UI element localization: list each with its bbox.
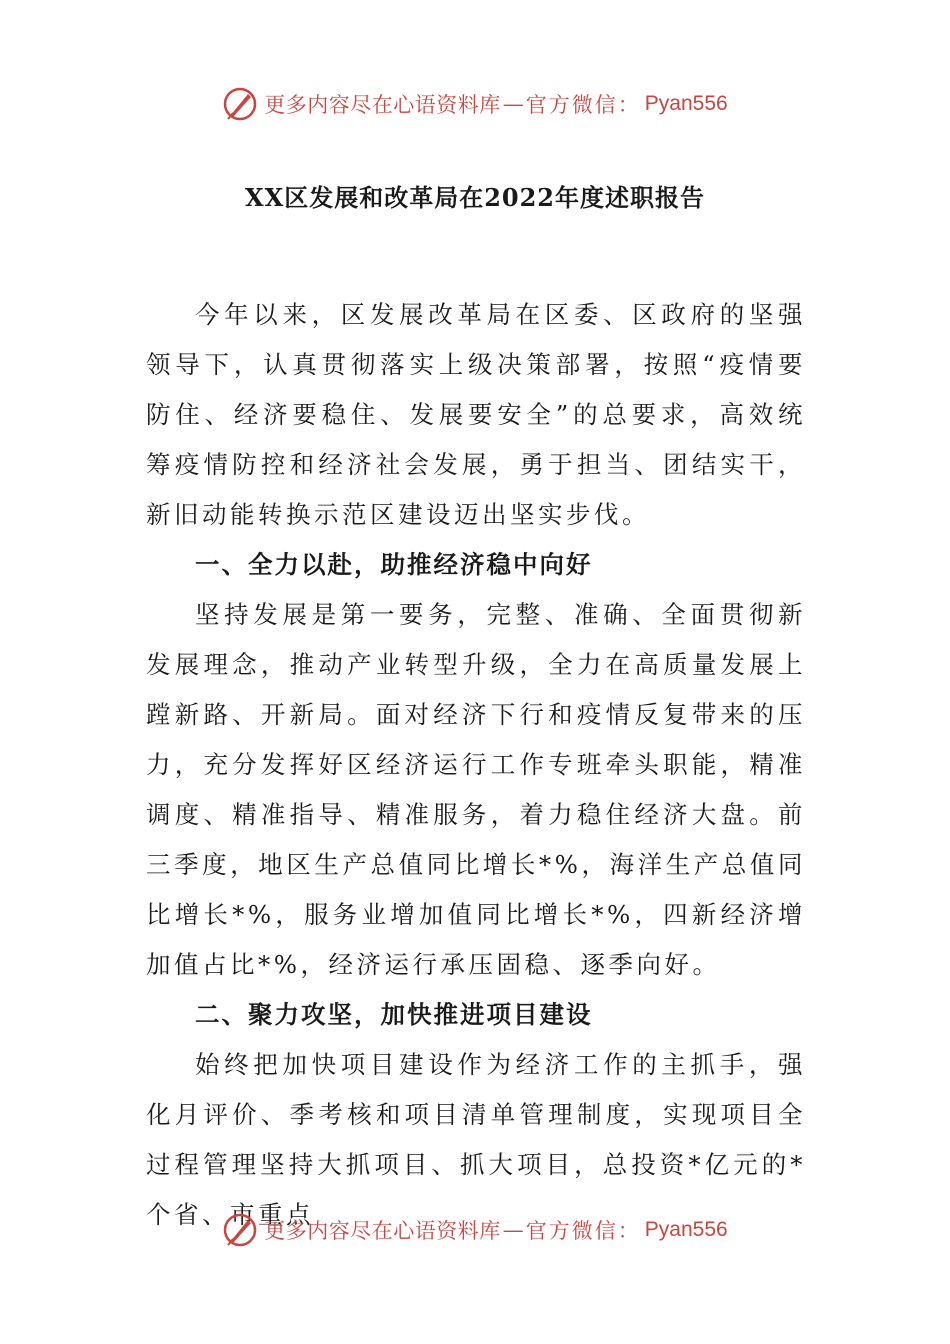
watermark-separator: —	[502, 92, 524, 116]
watermark-wechat-id: Pyan556	[644, 1218, 728, 1241]
document-title: XX区发展和改革局在2022年度述职报告	[244, 183, 706, 212]
intro-paragraph: 今年以来，区发展改革局在区委、区政府的坚强领导下，认真贯彻落实上级决策部署，按照“疫情要防住、经济要稳住、发展要安全”的总要求，高效统筹疫情防控和经济社会发展，勇于担当、团结实干，新旧动能转换示范区建设迈出坚实步伐。	[146, 300, 806, 529]
document-body	[146, 290, 806, 1240]
watermark-site-text: 更多内容尽在心语资料库	[264, 1219, 501, 1243]
watermark-wechat-label: 官方微信：	[525, 93, 641, 117]
watermark-separator: —	[502, 1218, 524, 1242]
watermark-banner-bottom	[0, 1210, 950, 1250]
quill-logo-icon	[222, 86, 258, 122]
section-paragraph-2: 始终把加快项目建设作为经济工作的主抓手，强化月评价、季考核和项目清单管理制度，实现项目全过程管理坚持大抓项目、抓大项目，总投资*亿元的*个省、市重点	[146, 1050, 806, 1229]
watermark-wechat-id: Pyan556	[644, 92, 728, 115]
watermark-wechat-label: 官方微信：	[525, 1219, 641, 1243]
section-heading-2: 二、聚力攻坚，加快推进项目建设	[195, 1000, 593, 1029]
section-paragraph-1: 坚持发展是第一要务，完整、准确、全面贯彻新发展理念，推动产业转型升级，全力在高质量发展上蹚新路、开新局。面对经济下行和疫情反复带来的压力，充分发挥好区经济运行工作专班牵头职能，精准调度、精准指导、精准服务，着力稳住经济大盘。前三季度，地区生产总值同比增长*%，海洋生产总值同比增长*%，服务业增加值同比增长*%，四新经济增加值占比*%，经济运行承压固稳、逐季向好。	[146, 600, 806, 979]
watermark-site-text: 更多内容尽在心语资料库	[264, 93, 501, 117]
section-heading-1: 一、全力以赴，助推经济稳中向好	[195, 550, 593, 579]
quill-logo-icon	[222, 1212, 258, 1248]
watermark-banner-top	[0, 84, 950, 124]
